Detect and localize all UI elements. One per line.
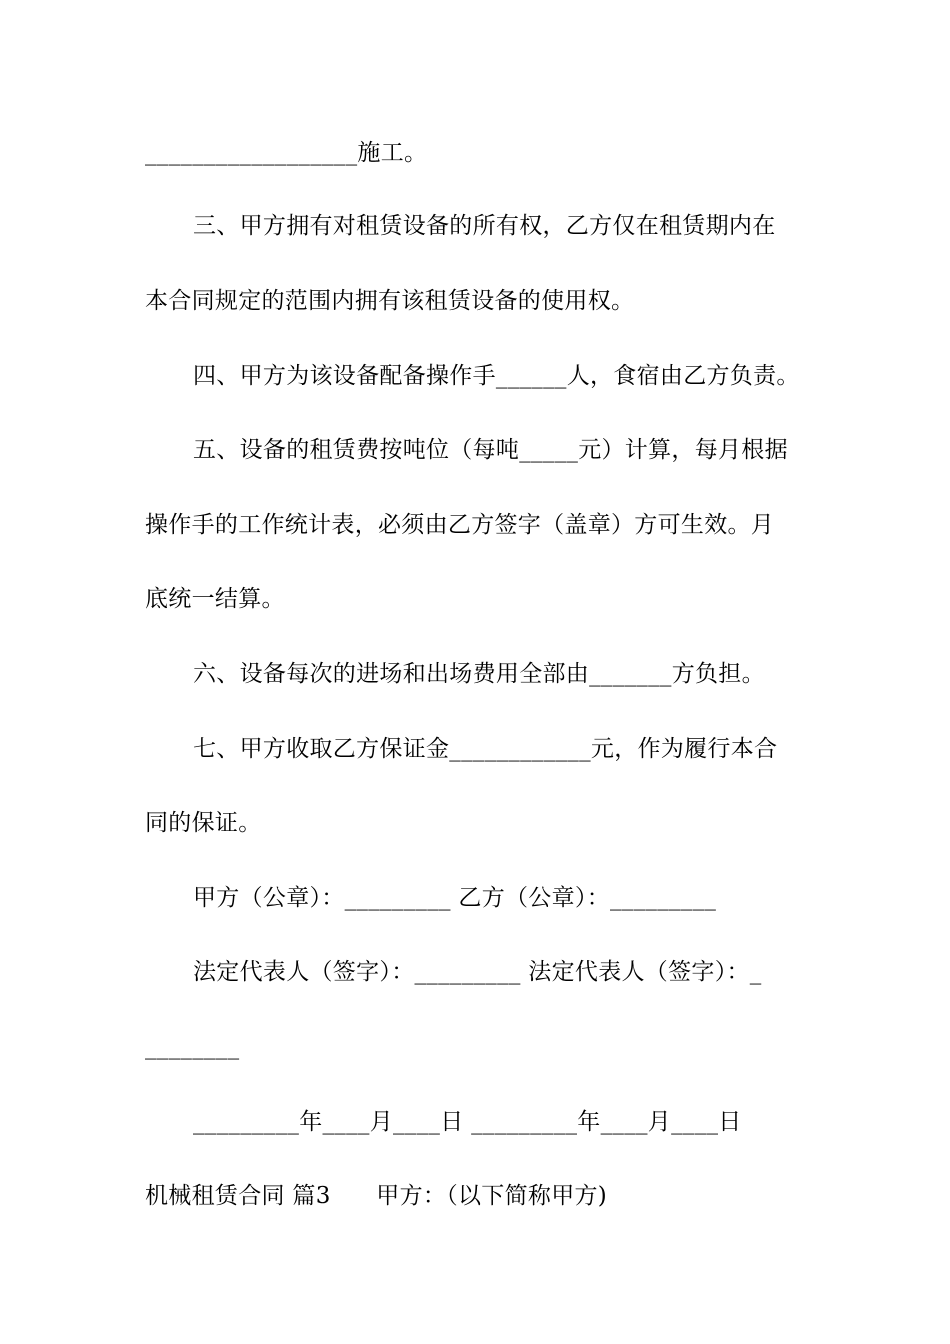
clause-3-line-2: 本合同规定的范围内拥有该租赁设备的使用权。 [145,288,635,314]
legal-rep-signature-line: 法定代表人（签字）：_________ 法定代表人（签字）：_ [193,959,762,985]
clause-4: 四、甲方为该设备配备操作手______人，食宿由乙方负责。 [193,363,800,389]
contract-3-heading: 机械租赁合同 篇3 甲方：（以下简称甲方) [145,1183,608,1209]
date-line: _________年____月____日 _________年____月____日 [193,1109,742,1135]
party-seals-line: 甲方（公章）：_________ 乙方（公章）：_________ [193,885,717,911]
clause-5-line-3: 底统一结算。 [145,586,285,612]
clause-3-line-1: 三、甲方拥有对租赁设备的所有权，乙方仅在租赁期内在 [193,213,776,239]
legal-rep-signature-blank: ________ [145,1034,240,1060]
clause-5-line-2: 操作手的工作统计表，必须由乙方签字（盖章）方可生效。月 [145,512,775,538]
clause-6: 六、设备每次的进场和出场费用全部由_______方负担。 [193,661,765,687]
clause-7-line-2: 同的保证。 [145,810,262,836]
text-line-construction: __________________施工。 [145,140,428,166]
clause-5-line-1: 五、设备的租赁费按吨位（每吨_____元）计算，每月根据 [193,437,788,463]
clause-7-line-1: 七、甲方收取乙方保证金____________元，作为履行本合 [193,736,778,762]
